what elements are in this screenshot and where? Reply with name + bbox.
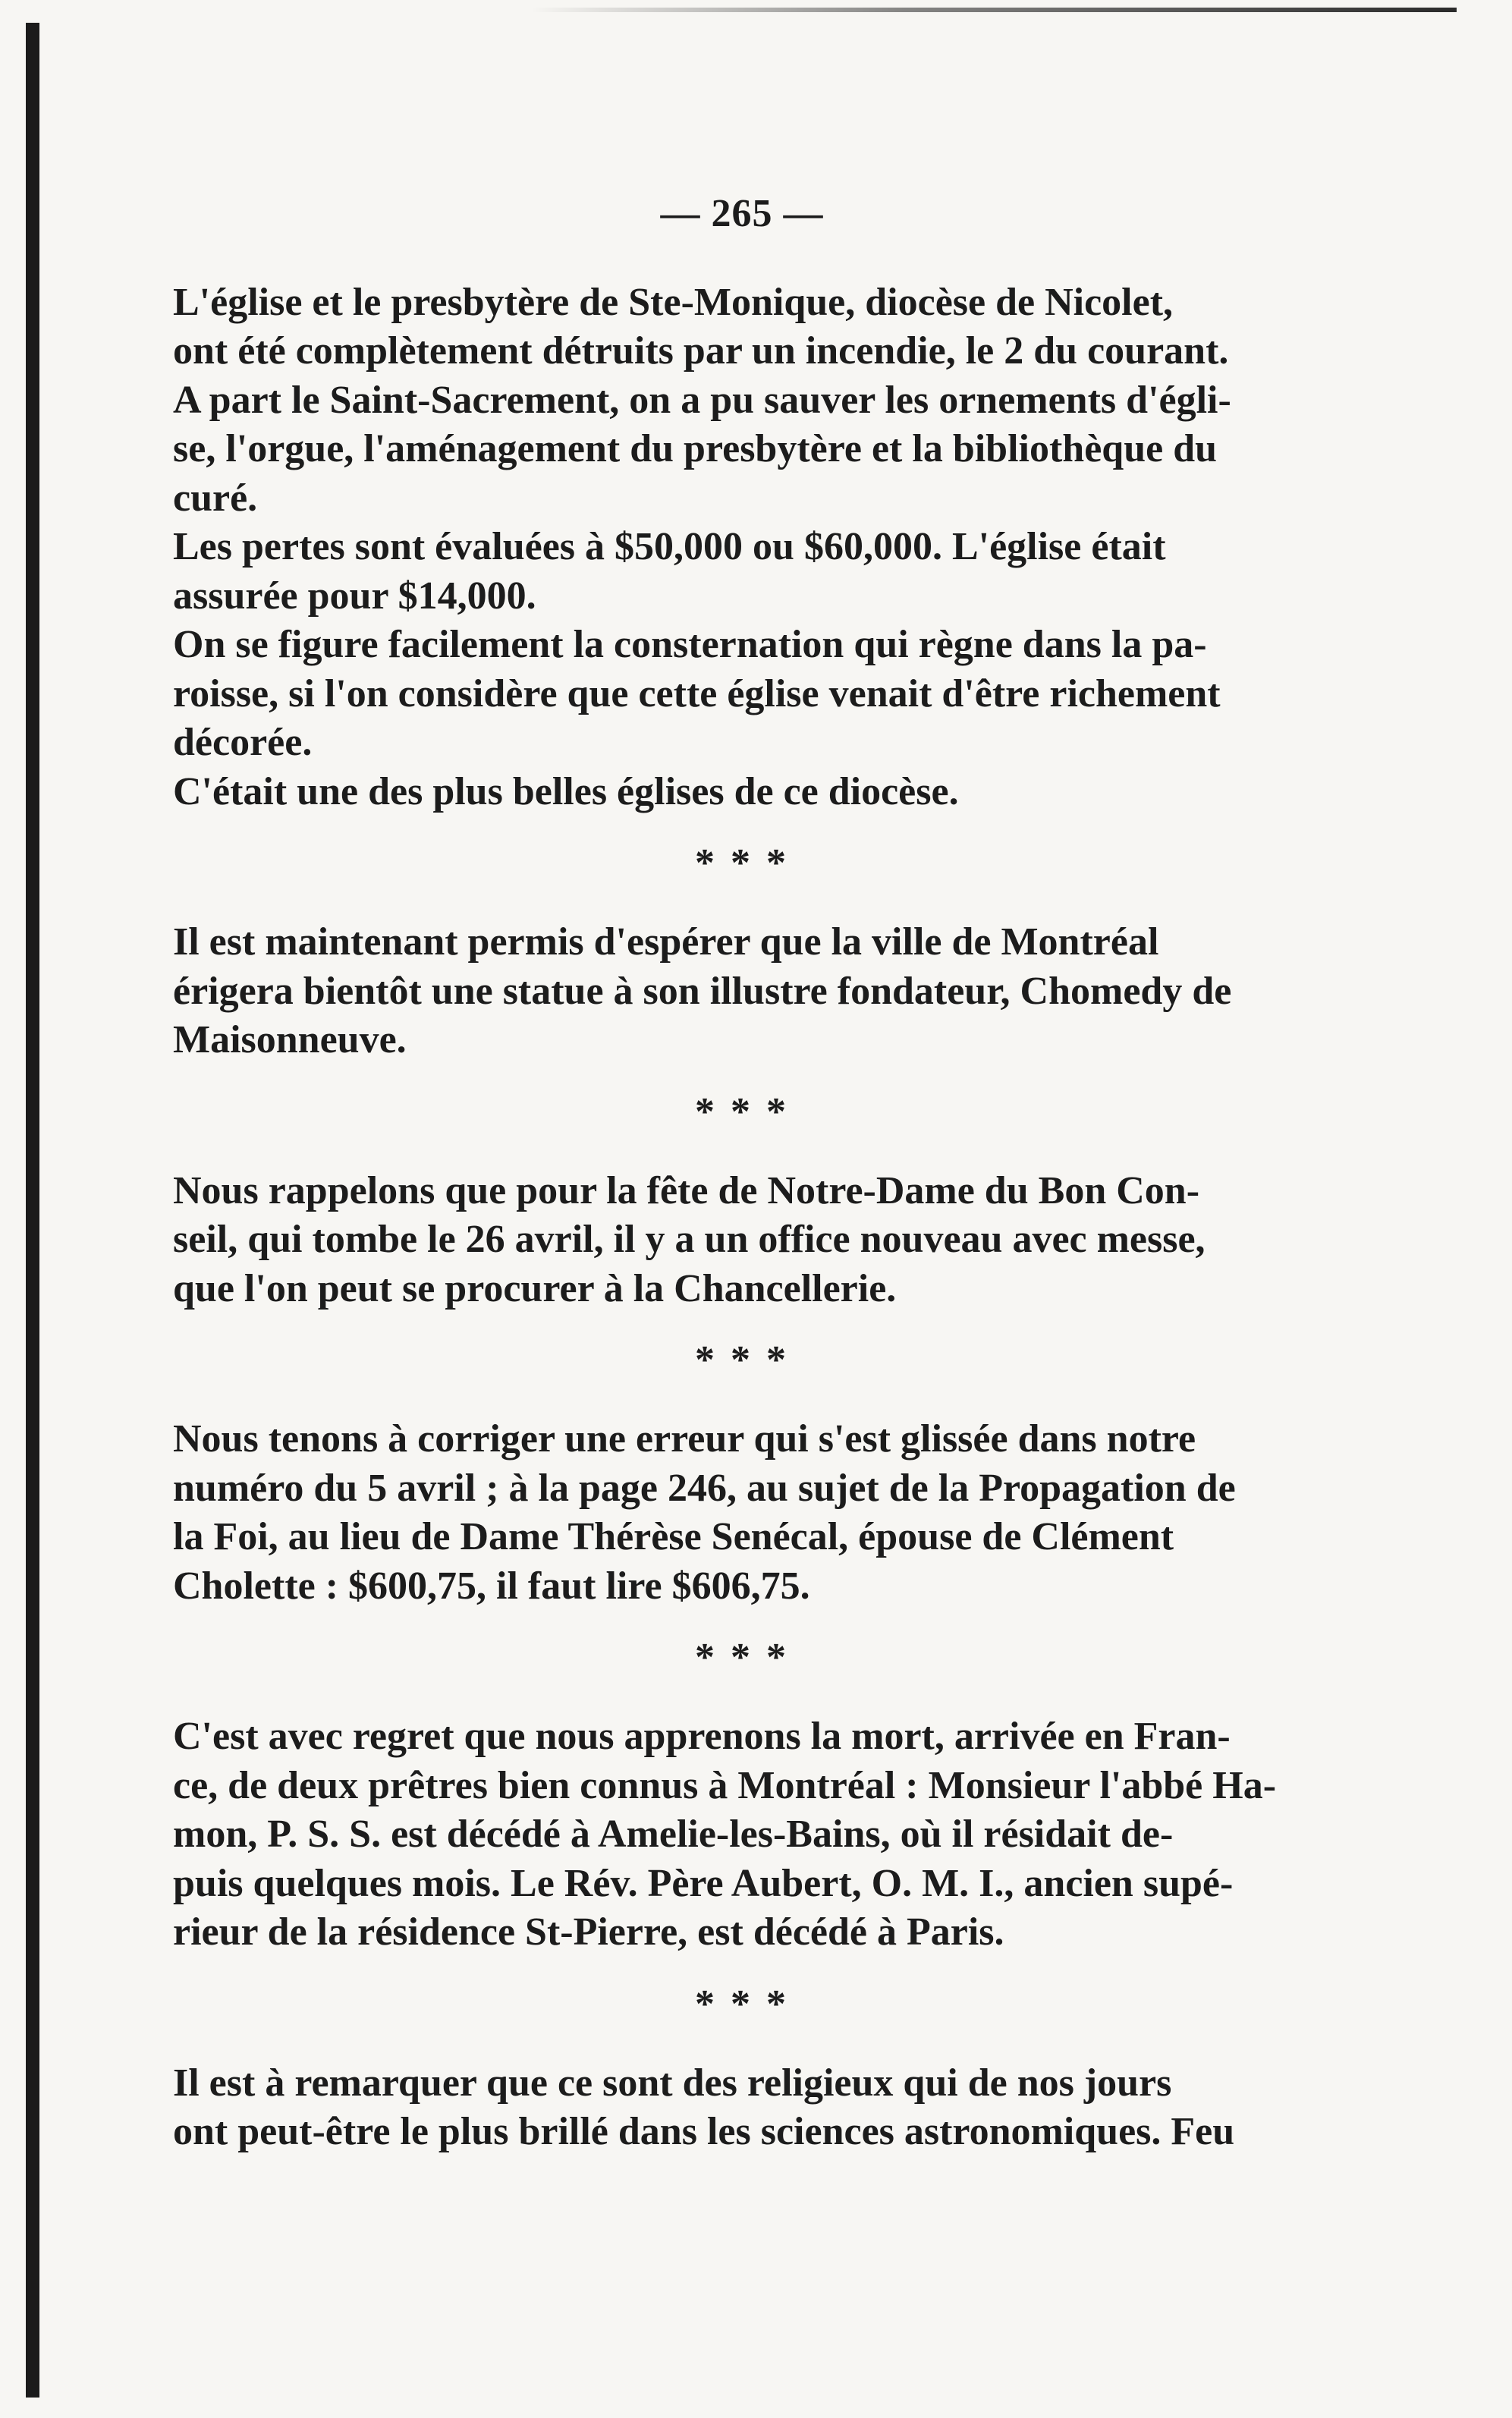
asterism: * * * [695,1338,789,1382]
text-line: la Foi, au lieu de Dame Thérèse Senécal, épouse de Clément [173,1515,1174,1558]
asterism-separator [173,1336,1311,1385]
text-line: Maisonneuve. [173,1018,407,1061]
asterism: * * * [695,1982,789,2026]
text-line: ont été complètement détruits par un incendie, le 2 du courant. [173,329,1229,373]
text-line: numéro du 5 avril ; à la page 246, au sujet de la Propagation de [173,1466,1236,1510]
top-scan-edge [531,8,1457,12]
text-line: curé. [173,476,258,520]
text-line: Les pertes sont évaluées à $50,000 ou $60,000. L'église était [173,525,1166,568]
text-line: ont peut-être le plus brillé dans les sciences astronomiques. Feu [173,2110,1235,2153]
paragraph-ste-monique-fire [173,278,1311,524]
paragraph-deaths [173,1712,1311,1957]
text-line: A part le Saint-Sacrement, on a pu sauver les ornements d'égli- [173,378,1231,422]
text-line: C'est avec regret que nous apprenons la mort, arrivée en Fran- [173,1715,1231,1758]
text-line: Cholette : $600,75, il faut lire $606,75. [173,1564,810,1608]
asterism: * * * [695,1636,789,1679]
asterism-separator [173,1633,1311,1682]
text-line: mon, P. S. S. est décédé à Amelie-les-Bains, où il résidait de- [173,1813,1174,1856]
text-line: seil, qui tombe le 26 avril, il y a un office nouveau avec messe, [173,1218,1206,1261]
asterism: * * * [695,841,789,885]
text-line: C'était une des plus belles églises de ce diocèse. [173,769,959,813]
text-line: roisse, si l'on considère que cette église venait d'être richement [173,671,1221,715]
text-line: érigera bientôt une statue à son illustre fondateur, Chomedy de [173,969,1232,1013]
text-line: Il est à remarquer que ce sont des religieux qui de nos jours [173,2061,1172,2105]
text-line: L'église et le presbytère de Ste-Monique, diocèse de Nicolet, [173,280,1174,324]
asterism-separator [173,839,1311,888]
asterism: * * * [695,1090,789,1134]
binding-edge [26,23,39,2398]
paragraph-bon-conseil [173,1167,1311,1314]
paragraph-losses [173,523,1311,621]
page-number: — 265 — [660,192,824,235]
text-line: que l'on peut se procurer à la Chancellerie. [173,1266,897,1310]
asterism-separator [173,1088,1311,1137]
paragraph-beautiful-church [173,768,1311,817]
paragraph-astronomy [173,2059,1311,2157]
text-line: Nous rappelons que pour la fête de Notre-Dame du Bon Con- [173,1168,1200,1212]
text-line: puis quelques mois. Le Rév. Père Aubert, O. M. I., ancien supé- [173,1861,1234,1905]
document-page [173,190,1311,2157]
text-line: se, l'orgue, l'aménagement du presbytère et la bibliothèque du [173,427,1218,470]
text-line: assurée pour $14,000. [173,574,536,618]
text-line: Il est maintenant permis d'espérer que la ville de Montréal [173,920,1159,964]
paragraph-maisonneuve-statue [173,918,1311,1065]
text-line: décorée. [173,721,313,764]
paragraph-correction [173,1415,1311,1611]
text-line: rieur de la résidence St-Pierre, est décédé à Paris. [173,1910,1004,1954]
text-line: On se figure facilement la consternation qui règne dans la pa- [173,623,1207,666]
text-line: Nous tenons à corriger une erreur qui s'est glissée dans notre [173,1417,1196,1461]
paragraph-consternation [173,621,1311,768]
text-line: ce, de deux prêtres bien connus à Montréal : Monsieur l'abbé Ha- [173,1763,1277,1807]
asterism-separator [173,1980,1311,2029]
